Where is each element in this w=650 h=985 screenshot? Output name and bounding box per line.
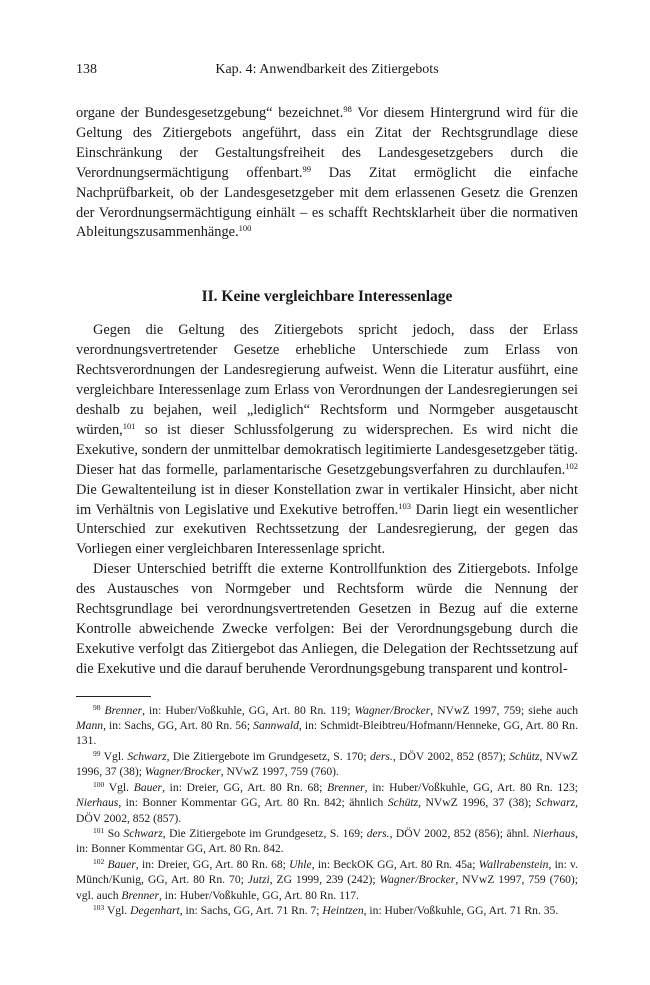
running-header: [76, 62, 578, 82]
footnote-ref-103[interactable]: 103: [398, 500, 412, 511]
footnote-ref-102[interactable]: 102: [565, 460, 578, 471]
main-text: [76, 104, 578, 680]
footnote-98: $^{98}$ Brenner, in: Huber/Voßkuhle, GG, Art. 80 Rn. 119; Wagner/Brocker, NVwZ 1997, 759; siehe auch Mann, in: Sachs, GG, Art. 80 Rn. 56; Sannwald, in: Schmidt-Bleibtreu/Hofmann/Henneke, GG, Art. 80 Rn. 131.: [76, 702, 579, 748]
footnote-103: $^{103}$ Vgl. Degenhart, in: Sachs, GG, Art. 71 Rn. 7; Heintzen, in: Huber/Voßkuhle, GG, Art. 71 Rn. 35.: [93, 902, 559, 917]
paragraph-continuation: organe der Bundesgesetzgebung“ bezeichnet.$^{98}$ Vor diesem Hintergrund wird für die Geltung des Zitiergebots angeführt, dass ein Zitat der Rechtsgrundlage diese Einschränkung der Gestaltungsfreiheit des Landesgesetzgebers durch die Verordnungsermächtigung offenbart.$^{99}$ Das Zitat ermöglicht die einfache Nachprüfbarkeit, ob der Landesgesetzgeber mit dem erlassenen Gesetz die Grenzen der Verordnungsermächtigung einhält – es schafft Rechtsklarheit über die normativen Ableitungszusammenhänge.$^{100}$: [76, 104, 578, 241]
running-title: Kap. 4: Anwendbarkeit des Zitiergebots: [215, 62, 439, 77]
footnote-ref-100[interactable]: 100: [238, 223, 252, 234]
footnote-99: $^{99}$ Vgl. Schwarz, Die Zitiergebote im Grundgesetz, S. 170; ders., DÖV 2002, 852 (857); Schütz, NVwZ 1996, 37 (38); Wagner/Brocker, NVwZ 1997, 759 (760).: [76, 748, 578, 779]
paragraph-kontrollfunktion: Dieser Unterschied betrifft die externe Kontrollfunktion des Zitiergebots. Infolge des Austausches von Normgeber und Rechtsform würde die Nennung der Rechtsgrundlage bei verordnungsvertretenden Gesetzen in Bezug auf die externe Kontrolle abweichende Zwecke verfolgen: Bei der Verordnungsgebung durch die Exekutive verfolgt das Zitiergebot das Anliegen, die Delegation der Rechtssetzung auf die Exekutive und die darauf beruhende Verordnungsgebung transparent und kontrol-: [76, 561, 578, 677]
footnote-separator: [76, 696, 151, 697]
paragraph-interessenlage: Gegen die Geltung des Zitiergebots spricht jedoch, dass der Erlass verordnungsvertretender Gesetze erhebliche Unterschiede zum Erlass von Rechtsverordnungen der Landesregierung aufweist. Wenn die Literatur ausführt, eine vergleichbare Interessenlage zum Erlass von Verordnungen der Landesregierungen sei deshalb zu bejahen, weil „lediglich“ Rechtsform und Normgeber ausgetauscht würden,$^{101}$ so ist dieser Schlussfolgerung zu widersprechen. Es wird nicht die Exekutive, sondern der unmittelbar demokratisch legitimierte Landesgesetzgeber tätig. Dieser hat das formelle, parlamentarische Gesetzgebungsverfahren zu durchlaufen.$^{102}$ Die Gewaltenteilung ist in dieser Konstellation zwar in vertikaler Hinsicht, aber nicht im Verhältnis von Legislative und Exekutive betroffen.$^{103}$ Darin liegt ein wesentlicher Unterschied zur exekutiven Rechtssetzung der Landesregierung, der gegen das Vorliegen einer vergleichbaren Interessenlage spricht.: [76, 322, 578, 558]
footnotes: [76, 703, 578, 919]
footnote-ref-99[interactable]: 99: [302, 163, 311, 174]
section-heading: II. Keine vergleichbare Interessenlage: [201, 288, 453, 306]
footnote-102: $^{102}$ Bauer, in: Dreier, GG, Art. 80 Rn. 68; Uhle, in: BeckOK GG, Art. 80 Rn. 45a; Wallrabenstein, in: v. Münch/Kunig, GG, Art. 80 Rn. 70; Jutzi, ZG 1999, 239 (242); Wagner/Brocker, NVwZ 1997, 759 (760); vgl. auch Brenner, in: Huber/Voßkuhle, GG, Art. 80 Rn. 117.: [76, 856, 578, 902]
footnote-100: $^{100}$ Vgl. Bauer, in: Dreier, GG, Art. 80 Rn. 68; Brenner, in: Huber/Voßkuhle, GG, Art. 80 Rn. 123; Nierhaus, in: Bonner Kommentar GG, Art. 80 Rn. 842; ähnlich Schütz, NVwZ 1996, 37 (38); Schwarz, DÖV 2002, 852 (857).: [76, 779, 578, 825]
page: [76, 62, 578, 918]
page-number: 138: [76, 62, 97, 77]
footnote-ref-101[interactable]: 101: [122, 420, 136, 431]
footnote-ref-98[interactable]: 98: [343, 104, 352, 114]
footnote-101: $^{101}$ So Schwarz, Die Zitiergebote im Grundgesetz, S. 169; ders., DÖV 2002, 852 (856); ähnl. Nierhaus, in: Bonner Kommentar GG, Art. 80 Rn. 842.: [76, 825, 578, 856]
